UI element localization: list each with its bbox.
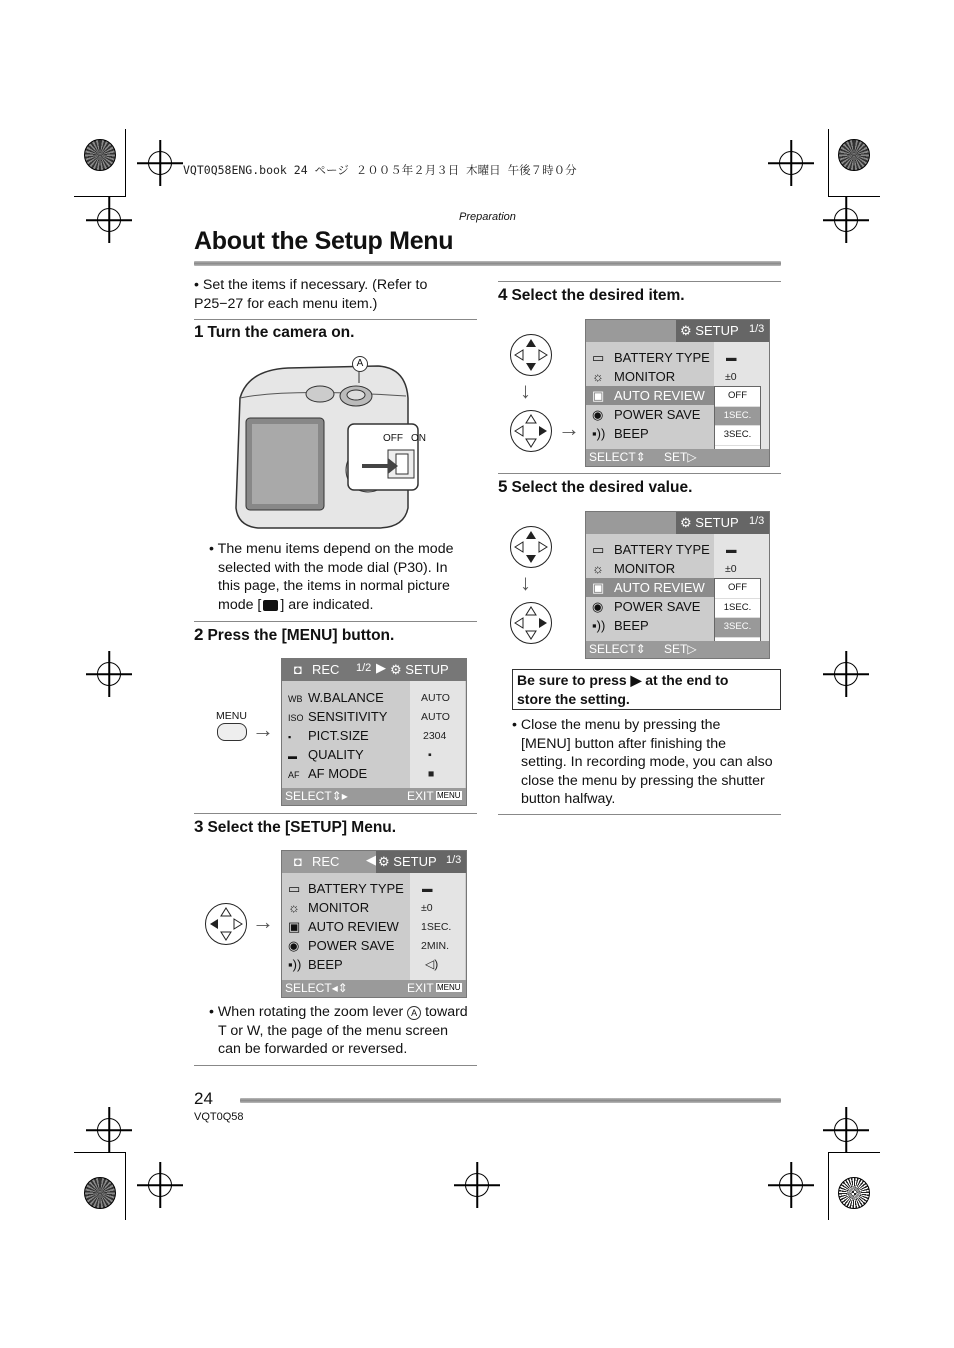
step-5-heading: 5 Select the desired value. <box>498 477 693 496</box>
arrow-right-icon: → <box>252 717 274 742</box>
setup-tab-label: ⚙ SETUP <box>390 662 449 677</box>
crosshair-icon <box>834 662 858 686</box>
camera-tab-icon: ◘ <box>294 662 302 677</box>
setup-menu-screen-step3: ◘ REC ◀ ⚙ SETUP 1/3 ▭ BATTERY TYPE ▬ ☼ MONITOR ±0 ▣ AUTO REVIEW 1SEC. ◉ POWER SAVE 2MIN. ▪)) BEEP ◁) SELECT◂⇕ EXIT MENU <box>281 850 467 998</box>
step-4-heading: 4 Select the desired item. <box>498 285 685 304</box>
arrow-right-icon: → <box>252 909 274 934</box>
document-code: VQT0Q58 <box>194 1111 244 1123</box>
menu-button-label: MENU <box>216 710 247 722</box>
crosshair-icon <box>97 1118 121 1142</box>
step-number: 1 <box>194 322 204 341</box>
note-mode-dial: • The menu items depend on the mode selected with the mode dial (P30). In this page, the items in normal picture mode [ ] are indicated. <box>209 541 454 613</box>
dpad-updown-icon <box>510 526 552 568</box>
beep-icon: ▪)) <box>288 957 302 972</box>
power-save-icon: ◉ <box>288 938 300 953</box>
wrench-icon: ⚙ <box>680 323 692 338</box>
dpad-left-icon <box>205 903 247 945</box>
section-label: Preparation <box>459 211 516 223</box>
switch-on-label: ON <box>411 433 426 444</box>
value-popup: OFF 1SEC. 3SEC. <box>714 386 761 466</box>
warning-box: Be sure to press ▶ at the end to store the setting. <box>512 669 781 710</box>
book-info-line: VQT0Q58ENG.book 24 ページ ２００５年２月３日 木曜日 午後７時０分 <box>183 163 577 177</box>
page-title: About the Setup Menu <box>194 227 454 255</box>
menu-button-icon <box>217 723 247 741</box>
crosshair-icon <box>834 1118 858 1142</box>
beep-value-icon: ◁) <box>425 957 439 971</box>
footer-rule <box>240 1098 781 1103</box>
dpad-updown-icon <box>510 334 552 376</box>
highlighted-item: ▣ AUTO REVIEW <box>586 578 714 597</box>
intro-text: • Set the items if necessary. (Refer to P25−27 for each menu item.) <box>194 277 428 312</box>
page-number: 24 <box>194 1089 213 1108</box>
step-2-heading: 2 Press the [MENU] button. <box>194 625 395 644</box>
arrow-down-icon: ↓ <box>520 570 531 595</box>
wrench-icon: ⚙ <box>378 854 390 869</box>
callout-a: A <box>352 356 368 372</box>
setup-menu-screen-step5: ⚙ SETUP 1/3 ▭ BATTERY TYPE ▬ ☼ MONITOR ±0 ▣ AUTO REVIEW ◉ POWER SAVE ▪)) BEEP OFF 1SEC. 3SEC. SELECT⇕ SET▷ <box>585 511 770 659</box>
camera-mode-icon <box>263 600 278 611</box>
crosshair-icon <box>465 1173 489 1197</box>
crosshair-icon <box>97 662 121 686</box>
registration-rosette-icon <box>838 139 870 171</box>
step-label: Turn the camera on. <box>207 324 355 341</box>
setup-menu-screen-step4: ⚙ SETUP 1/3 ▭ BATTERY TYPE ▬ ☼ MONITOR ±0 ▣ AUTO REVIEW ◉ POWER SAVE ▪)) BEEP OFF 1SEC. 3SEC. SELECT⇕ SET▷ <box>585 319 770 467</box>
title-rule <box>194 261 781 266</box>
dpad-right-icon <box>510 410 552 452</box>
step-3-heading: 3 Select the [SETUP] Menu. <box>194 817 397 836</box>
crosshair-icon <box>779 1173 803 1197</box>
crosshair-icon <box>779 151 803 175</box>
rec-menu-screen: ◘ REC 1/2 ▶ ⚙ SETUP WB W.BALANCE AUTO ISO SENSITIVITY AUTO ▪ PICT.SIZE 2304 ▬ QUALITY ▪ AF AF MODE ■ SELECT⇕▸ EXIT MENU <box>281 658 467 806</box>
battery-value-icon: ▬ <box>422 883 433 895</box>
dpad-right-icon <box>510 602 552 644</box>
callout-a: A <box>407 1006 421 1020</box>
camera-illustration <box>228 358 428 538</box>
arrow-down-icon: ↓ <box>520 378 531 403</box>
note-close-menu: • Close the menu by pressing the [MENU] button after finishing the setting. In recording mode, you can also close the menu by pressing the shutter button halfway. <box>512 717 773 808</box>
arrow-right-icon: → <box>558 416 580 441</box>
brightness-icon: ☼ <box>288 900 300 915</box>
step-1-heading <box>194 322 354 342</box>
wrench-icon: ⚙ <box>680 515 692 530</box>
registration-rosette-icon <box>84 139 116 171</box>
crosshair-icon <box>97 208 121 232</box>
crosshair-icon <box>148 1173 172 1197</box>
switch-off-label: OFF <box>383 433 403 444</box>
highlighted-item: ▣ AUTO REVIEW <box>586 386 714 405</box>
wrench-icon: ⚙ <box>390 662 402 677</box>
review-icon: ▣ <box>288 919 301 934</box>
battery-icon: ▭ <box>288 881 301 896</box>
note-zoom-lever: • When rotating the zoom lever A toward T or W, the page of the menu screen can be forwarded or reversed. <box>209 1004 468 1058</box>
crosshair-icon <box>834 208 858 232</box>
registration-rosette-icon <box>838 1177 870 1209</box>
registration-rosette-icon <box>84 1177 116 1209</box>
crosshair-icon <box>148 151 172 175</box>
value-popup: OFF 1SEC. 3SEC. <box>714 578 761 658</box>
